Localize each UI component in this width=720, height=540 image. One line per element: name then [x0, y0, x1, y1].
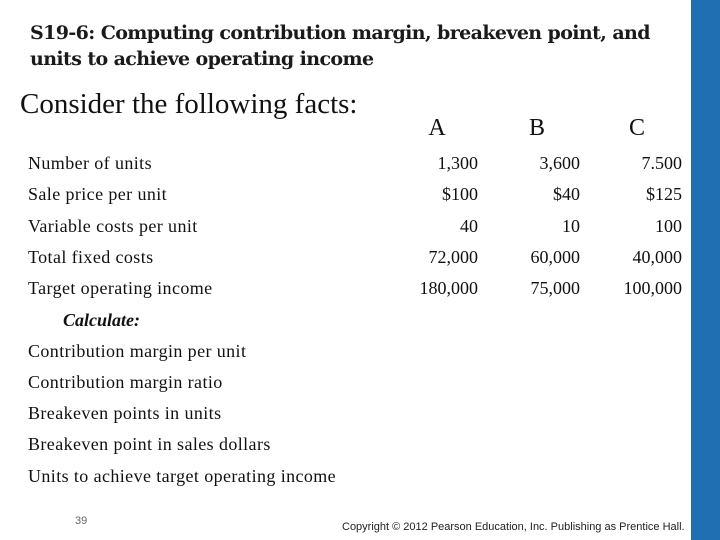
- calculate-item-breakeven-units: Breakeven points in units: [28, 403, 222, 423]
- column-header-a: A: [428, 115, 446, 141]
- intro-text: Consider the following facts:: [20, 88, 358, 120]
- cell-c-sale-price: $125: [646, 184, 682, 204]
- cell-b-units: 3,600: [539, 153, 580, 173]
- calculate-heading: Calculate:: [63, 310, 140, 330]
- accent-sidebar-bar: [691, 0, 720, 540]
- cell-c-variable-costs: 100: [655, 216, 682, 236]
- cell-a-target-income: 180,000: [419, 278, 478, 298]
- row-label-target-income: Target operating income: [28, 278, 213, 298]
- calculate-item-cm-per-unit: Contribution margin per unit: [28, 341, 247, 361]
- cell-a-fixed-costs: 72,000: [428, 247, 478, 267]
- cell-b-fixed-costs: 60,000: [530, 247, 580, 267]
- calculate-item-cm-ratio: Contribution margin ratio: [28, 372, 223, 392]
- slide-title: S19-6: Computing contribution margin, breakeven point, and units to achieve operating income: [30, 22, 650, 70]
- cell-b-target-income: 75,000: [530, 278, 580, 298]
- copyright-notice: Copyright © 2012 Pearson Education, Inc. Publishing as Prentice Hall.: [342, 521, 685, 533]
- cell-c-fixed-costs: 40,000: [632, 247, 682, 267]
- cell-a-sale-price: $100: [442, 184, 478, 204]
- row-label-sale-price: Sale price per unit: [28, 184, 168, 204]
- row-label-variable-costs: Variable costs per unit: [28, 216, 198, 236]
- column-header-b: B: [528, 115, 545, 141]
- cell-c-target-income: 100,000: [623, 278, 682, 298]
- cell-c-units: 7.500: [641, 153, 682, 173]
- cell-a-variable-costs: 40: [460, 216, 478, 236]
- page-number: 39: [75, 515, 88, 527]
- calculate-item-target-units: Units to achieve target operating income: [28, 466, 337, 486]
- column-header-c: C: [628, 115, 645, 141]
- row-label-units: Number of units: [28, 153, 152, 173]
- calculate-item-breakeven-sales: Breakeven point in sales dollars: [28, 434, 271, 454]
- cell-b-sale-price: $40: [553, 184, 580, 204]
- cell-a-units: 1,300: [437, 153, 478, 173]
- cell-b-variable-costs: 10: [562, 216, 580, 236]
- row-label-fixed-costs: Total fixed costs: [28, 247, 154, 267]
